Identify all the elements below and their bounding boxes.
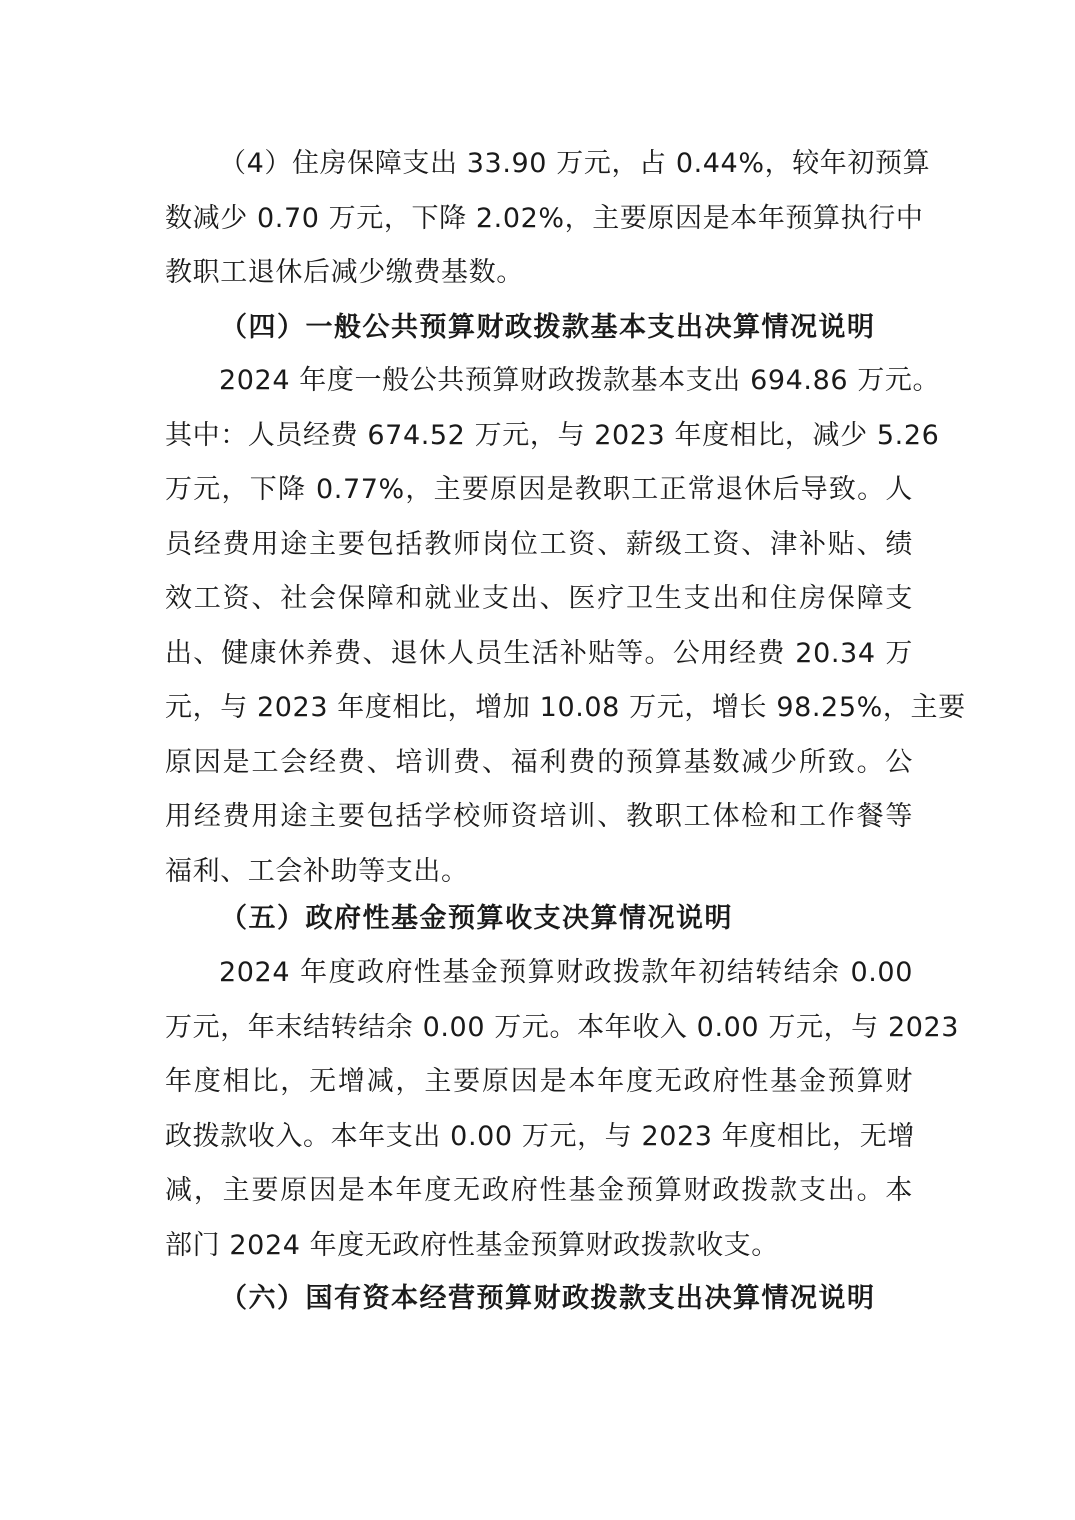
section-heading-5: （五）政府性基金预算收支决算情况说明 [220, 903, 733, 934]
text-line: 政拨款收入。本年支出 0.00 万元，与 2023 年度相比，无增 [165, 1120, 915, 1152]
text-line: 员经费用途主要包括教师岗位工资、薪级工资、津补贴、绩 [165, 528, 913, 560]
text-line: 万元，年末结转结余 0.00 万元。本年收入 0.00 万元，与 2023 [165, 1011, 960, 1043]
text-line: 效工资、社会保障和就业支出、医疗卫生支出和住房保障支 [165, 583, 913, 614]
text-line: 用经费用途主要包括学校师资培训、教职工体检和工作餐等 [165, 801, 913, 832]
text-line: 其中：人员经费 674.52 万元，与 2023 年度相比，减少 5.26 [165, 419, 940, 451]
text-line: 福利、工会补助等支出。 [165, 855, 469, 887]
text-line: （4）住房保障支出 33.90 万元，占 0.44%，较年初预算 [219, 148, 931, 179]
text-line: 减，主要原因是本年度无政府性基金预算财政拨款支出。本 [165, 1175, 913, 1206]
text-line: 年度相比，无增减，主要原因是本年度无政府性基金预算财 [165, 1066, 913, 1097]
section-heading-4: （四）一般公共预算财政拨款基本支出决算情况说明 [220, 312, 876, 343]
paragraph-housing-expenditure [165, 137, 931, 301]
paragraph-basic-expenditure [165, 354, 966, 899]
text-line: 出、健康休养费、退休人员生活补贴等。公用经费 20.34 万 [165, 637, 913, 669]
section-heading-6: （六）国有资本经营预算财政拨款支出决算情况说明 [220, 1283, 876, 1314]
text-line: 元，与 2023 年度相比，增加 10.08 万元，增长 98.25%，主要 [165, 692, 966, 723]
paragraph-gov-fund [165, 946, 960, 1273]
text-line: 2024 年度政府性基金预算财政拨款年初结转结余 0.00 [219, 957, 913, 988]
text-line: 部门 2024 年度无政府性基金预算财政拨款收支。 [165, 1229, 779, 1261]
text-line: 2024 年度一般公共预算财政拨款基本支出 694.86 万元。 [219, 365, 941, 396]
text-line: 原因是工会经费、培训费、福利费的预算基数减少所致。公 [165, 746, 913, 778]
text-line: 教职工退休后减少缴费基数。 [165, 257, 524, 288]
text-line: 数减少 0.70 万元，下降 2.02%，主要原因是本年预算执行中 [165, 202, 924, 234]
text-line: 万元，下降 0.77%，主要原因是教职工正常退休后导致。人 [165, 474, 913, 505]
